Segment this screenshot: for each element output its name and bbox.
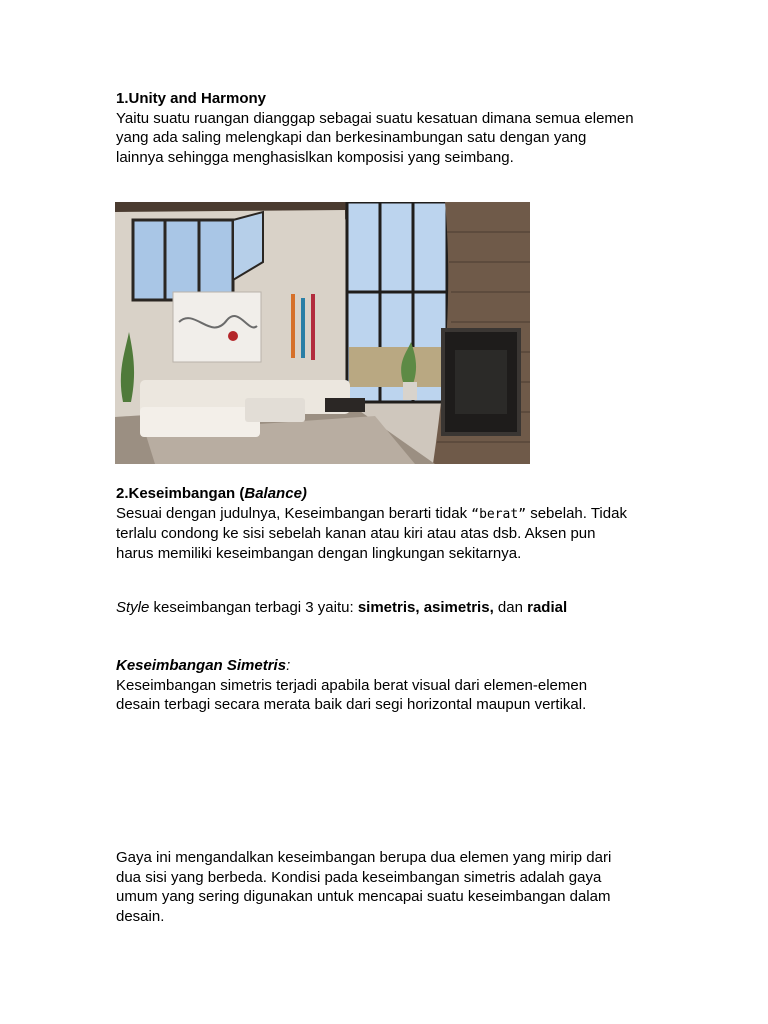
section-unity-harmony (116, 89, 676, 167)
subsection-heading (116, 656, 676, 676)
paragraph-line: Gaya ini mengandalkan keseimbangan berupa dua elemen yang mirip dari (116, 849, 612, 866)
living-room-photo (115, 202, 530, 464)
section-simetris (116, 656, 676, 715)
paragraph-text: sebelah. Tidak (526, 504, 627, 522)
heading-italic: Balance) (244, 485, 307, 502)
paragraph-line: terlalu condong ke sisi sebelah kanan atau kiri atau atas dsb. Aksen pun (116, 525, 596, 542)
paragraph-line: dua sisi yang berbeda. Kondisi pada keseimbangan simetris adalah gaya (116, 868, 602, 886)
style-line (116, 598, 676, 618)
paragraph-text: Sesuai dengan judulnya, Keseimbangan berarti tidak (116, 504, 472, 522)
style-bold-types: simetris, asimetris, (357, 599, 494, 616)
style-text-mid: dan (493, 599, 528, 616)
section-heading (116, 484, 676, 504)
subsection-colon: : (286, 657, 291, 674)
quoted-word: “berat” (471, 506, 527, 522)
paragraph-line: Keseimbangan simetris terjadi apabila berat visual dari elemen-elemen (116, 676, 588, 694)
paragraph-line: yang ada saling melengkapi dan berkesinambungan satu dengan yang (116, 129, 587, 146)
style-bold-radial: radial (527, 599, 568, 616)
style-italic: Style (116, 599, 150, 616)
section-keseimbangan (116, 484, 676, 563)
subsection-heading-text: Keseimbangan Simetris (116, 657, 287, 674)
paragraph-line: Yaitu suatu ruangan dianggap sebagai suatu kesatuan dimana semua elemen (116, 109, 634, 127)
paragraph-line: desain. (116, 907, 165, 925)
style-text: keseimbangan terbagi 3 yaitu: (149, 599, 358, 616)
paragraph-line (116, 504, 676, 525)
heading-text: 2.Keseimbangan ( (116, 485, 245, 502)
section-heading: 1.Unity and Harmony (116, 90, 267, 107)
paragraph-line: lainnya sehingga menghasislkan komposisi yang seimbang. (116, 148, 514, 166)
paragraph-line: umum yang sering digunakan untuk mencapai suatu keseimbangan dalam (116, 888, 611, 905)
paragraph-line: desain terbagi secara merata baik dari segi horizontal maupun vertikal. (116, 696, 587, 713)
closing-paragraph (116, 848, 676, 926)
paragraph-line: harus memiliki keseimbangan dengan lingkungan sekitarnya. (116, 544, 522, 562)
